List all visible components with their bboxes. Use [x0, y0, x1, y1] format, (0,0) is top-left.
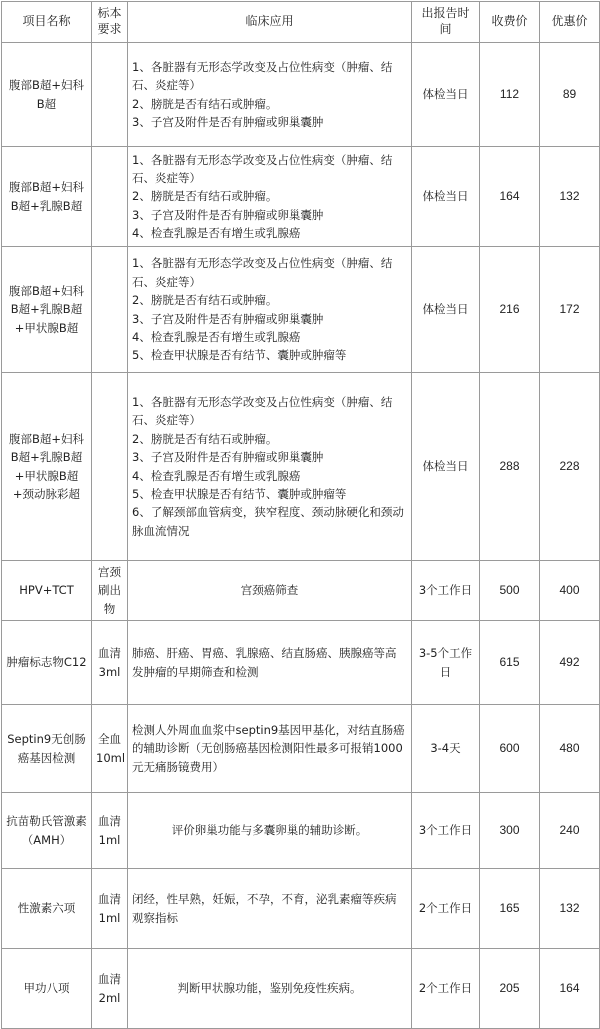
- table-row: [2, 373, 600, 561]
- clinical-line: 2、膀胱是否有结石或肿瘤。: [132, 431, 278, 446]
- discount-price: 400: [540, 561, 600, 621]
- item-name: 抗苗勒氏管激素（AMH）: [2, 793, 92, 869]
- table-row: [2, 949, 600, 1029]
- specimen-requirement: [92, 373, 128, 561]
- price: 500: [480, 561, 540, 621]
- clinical-line: 肺癌、肝癌、胃癌、乳腺癌、结直肠癌、胰腺癌等高发肿瘤的早期筛查和检测: [132, 646, 397, 679]
- table-row: [2, 793, 600, 869]
- specimen-requirement: [92, 247, 128, 373]
- price: 205: [480, 949, 540, 1029]
- clinical-application: [128, 561, 412, 621]
- report-time: 3-4天: [412, 705, 480, 793]
- price: 288: [480, 373, 540, 561]
- clinical-line: 1、各脏器有无形态学改变及占位性病变（肿瘤、结石、炎症等）: [132, 394, 393, 428]
- clinical-line: 宫颈癌筛查: [240, 583, 299, 598]
- clinical-line: 5、检查甲状腺是否有结节、囊肿或肿瘤等: [132, 348, 347, 363]
- header-report-time: 出报告时间: [412, 2, 480, 43]
- price: 112: [480, 43, 540, 147]
- specimen-requirement: 血清1ml: [92, 869, 128, 949]
- clinical-application: [128, 793, 412, 869]
- table-row: [2, 869, 600, 949]
- discount-price: 172: [540, 247, 600, 373]
- specimen-requirement: 全血10ml: [92, 705, 128, 793]
- clinical-application: [128, 247, 412, 373]
- clinical-line: 3、子宫及附件是否有肿瘤或卵巢囊肿: [132, 207, 324, 222]
- table-row: [2, 147, 600, 247]
- item-name: 腹部B超+妇科B超: [2, 43, 92, 147]
- discount-price: 240: [540, 793, 600, 869]
- price: 300: [480, 793, 540, 869]
- report-time: 3-5个工作日: [412, 621, 480, 705]
- clinical-line: 1、各脏器有无形态学改变及占位性病变（肿瘤、结石、炎症等）: [132, 256, 393, 289]
- clinical-line: 5、检查甲状腺是否有结节、囊肿或肿瘤等: [132, 486, 347, 501]
- header-discount: 优惠价: [540, 2, 600, 43]
- discount-price: 480: [540, 705, 600, 793]
- clinical-line: 评价卵巢功能与多囊卵巢的辅助诊断。: [171, 823, 368, 838]
- specimen-requirement: 宫颈刷出物: [92, 561, 128, 621]
- discount-price: 89: [540, 43, 600, 147]
- table-row: [2, 561, 600, 621]
- specimen-requirement: 血清3ml: [92, 621, 128, 705]
- item-name: 腹部B超+妇科B超+乳腺B超+甲状腺B超+颈动脉彩超: [2, 373, 92, 561]
- clinical-line: 闭经，性早熟，妊娠，不孕，不育，泌乳素瘤等疾病观察指标: [132, 892, 397, 925]
- report-time: 3个工作日: [412, 793, 480, 869]
- specimen-requirement: [92, 43, 128, 147]
- clinical-line: 3、子宫及附件是否有肿瘤或卵巢囊肿: [132, 311, 324, 326]
- item-name: 腹部B超+妇科B超+乳腺B超+甲状腺B超: [2, 247, 92, 373]
- price: 164: [480, 147, 540, 247]
- price: 165: [480, 869, 540, 949]
- clinical-line: 2、膀胱是否有结石或肿瘤。: [132, 189, 278, 204]
- clinical-application: [128, 43, 412, 147]
- clinical-line: 判断甲状腺功能，鉴别免疫性疾病。: [177, 981, 362, 996]
- clinical-application: [128, 621, 412, 705]
- price-table: [1, 1, 600, 1029]
- report-time: 3个工作日: [412, 561, 480, 621]
- item-name: HPV+TCT: [2, 561, 92, 621]
- report-time: 体检当日: [412, 43, 480, 147]
- clinical-line: 6、了解颈部血管病变，狭窄程度、颈动脉硬化和颈动脉血流情况: [132, 505, 404, 538]
- clinical-line: 3、子宫及附件是否有肿瘤或卵巢囊肿: [132, 450, 324, 465]
- item-name: Septin9无创肠癌基因检测: [2, 705, 92, 793]
- discount-price: 132: [540, 869, 600, 949]
- report-time: 体检当日: [412, 373, 480, 561]
- item-name: 肿瘤标志物C12: [2, 621, 92, 705]
- price: 216: [480, 247, 540, 373]
- report-time: 体检当日: [412, 247, 480, 373]
- clinical-line: 检测人外周血血浆中septin9基因甲基化，对结直肠癌的辅助诊断（无创肠癌基因检测阳性最多可报销1000元无痛肠镜费用）: [132, 723, 405, 774]
- header-spec: 标本要求: [92, 2, 128, 43]
- table-row: [2, 705, 600, 793]
- discount-price: 164: [540, 949, 600, 1029]
- clinical-line: 1、各脏器有无形态学改变及占位性病变（肿瘤、结石、炎症等）: [132, 59, 393, 93]
- clinical-line: 4、检查乳腺是否有增生或乳腺癌: [132, 468, 301, 483]
- specimen-requirement: 血清1ml: [92, 793, 128, 869]
- table-body: [2, 43, 600, 1029]
- header-row: [2, 2, 600, 43]
- clinical-line: 2、膀胱是否有结石或肿瘤。: [132, 293, 278, 308]
- clinical-line: 1、各脏器有无形态学改变及占位性病变（肿瘤、结石、炎症等）: [132, 152, 393, 185]
- report-time: 体检当日: [412, 147, 480, 247]
- table-row: [2, 621, 600, 705]
- price: 615: [480, 621, 540, 705]
- item-name: 腹部B超+妇科B超+乳腺B超: [2, 147, 92, 247]
- item-name: 甲功八项: [2, 949, 92, 1029]
- clinical-line: 4、检查乳腺是否有增生或乳腺癌: [132, 329, 301, 344]
- clinical-application: [128, 949, 412, 1029]
- report-time: 2个工作日: [412, 869, 480, 949]
- clinical-application: [128, 869, 412, 949]
- discount-price: 492: [540, 621, 600, 705]
- specimen-requirement: [92, 147, 128, 247]
- clinical-line: 3、子宫及附件是否有肿瘤或卵巢囊肿: [132, 114, 324, 129]
- clinical-application: [128, 705, 412, 793]
- clinical-line: 2、膀胱是否有结石或肿瘤。: [132, 96, 278, 111]
- price: 600: [480, 705, 540, 793]
- header-name: 项目名称: [2, 2, 92, 43]
- discount-price: 228: [540, 373, 600, 561]
- table-row: [2, 43, 600, 147]
- header-clinical: 临床应用: [128, 2, 412, 43]
- item-name: 性激素六项: [2, 869, 92, 949]
- table-row: [2, 247, 600, 373]
- clinical-line: 4、检查乳腺是否有增生或乳腺癌: [132, 226, 301, 241]
- specimen-requirement: 血清2ml: [92, 949, 128, 1029]
- clinical-application: [128, 147, 412, 247]
- clinical-application: [128, 373, 412, 561]
- header-price: 收费价: [480, 2, 540, 43]
- discount-price: 132: [540, 147, 600, 247]
- report-time: 2个工作日: [412, 949, 480, 1029]
